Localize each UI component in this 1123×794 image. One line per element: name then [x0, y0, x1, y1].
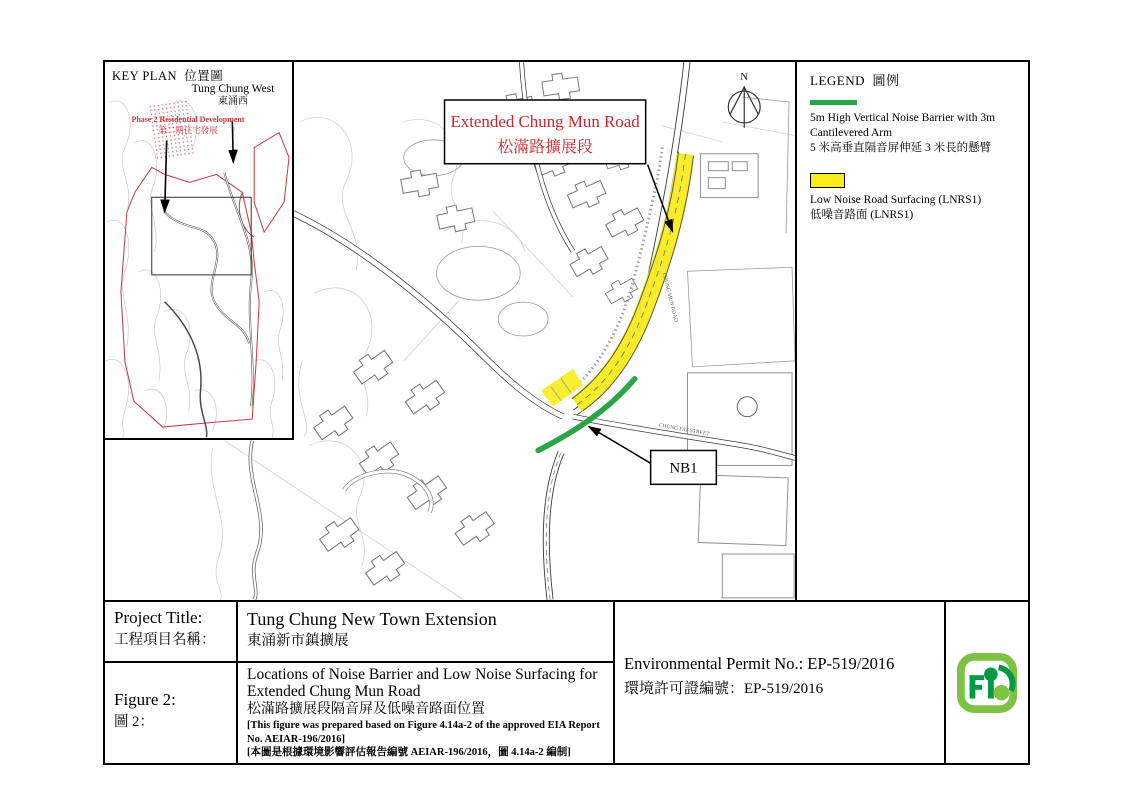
project-boundary-red [121, 133, 289, 427]
legend-item-barrier [810, 111, 1020, 157]
figure-label-zh: 圖 2： [114, 713, 154, 730]
legend-surfacing-en: Low Noise Road Surfacing (LNRS1) [810, 193, 982, 206]
figure-note-zh: [本圖是根據環境影響評估報告編號 AEIAR-196/2016，圖 4.14a-2 編制] [247, 747, 571, 759]
key-plan-title [112, 66, 223, 84]
permit-number-zh: 環境許可證編號：EP-519/2016 [624, 680, 824, 697]
logo-cell [946, 602, 1028, 763]
right-parcels [687, 154, 794, 598]
extended-road-label-en: Extended Chung Mun Road [450, 111, 640, 131]
north-label: N [740, 71, 749, 84]
figure-title-zh: 松滿路擴展段隔音屏及低噪音路面位置 [247, 701, 485, 717]
figure-title-en: Locations of Noise Barrier and Low Noise Surfacing for Extended Chung Mun Road [247, 666, 598, 701]
legend-yellow-surfacing-swatch [810, 173, 845, 188]
nb1-arrow [589, 427, 653, 465]
legend-title-en: LEGEND [810, 73, 865, 88]
project-title-zh: 東涌新市鎮擴展 [247, 633, 349, 650]
legend-barrier-zh: 5 米高垂直隔音屏伸延 3 米長的懸臂 [810, 142, 992, 155]
phase2-label-zh: 第二期住宅發展 [158, 125, 218, 135]
stream [250, 441, 261, 600]
project-title-en: Tung Chung New Town Extension [247, 609, 497, 629]
figure-label-cell [105, 663, 238, 763]
project-title-label-cell [105, 602, 238, 663]
figure-border [103, 60, 1030, 765]
project-title-value-cell [238, 602, 615, 663]
figure-title-cell [238, 663, 615, 763]
key-plan-inset [105, 62, 294, 440]
contour-lines [211, 117, 797, 600]
key-plan-title-en: KEY PLAN [112, 69, 177, 83]
legend-surfacing-zh: 低噪音路面 (LNRS1) [810, 208, 914, 221]
figure-note-en: [This figure was prepared based on Figure 4.14a-2 of the approved EIA Report No. AEIAR-196/2016] [247, 719, 600, 745]
street-label-chung-fat: CHUNG FAT STREET [658, 422, 710, 438]
street-label-chung-mun: CHUNG MUN ROAD [660, 272, 679, 323]
legend-panel [797, 62, 1028, 600]
title-block [105, 600, 1028, 763]
figure-label-en: Figure 2: [114, 690, 176, 709]
phase2-label-en: Phase 2 Residential Development [131, 115, 245, 124]
legend-barrier-en2: Cantilevered Arm [810, 127, 893, 140]
epd-logo [956, 652, 1018, 714]
tung-chung-west-label-zh: 東涌西 [218, 95, 248, 107]
key-plan-title-zh: 位置圖 [184, 69, 224, 83]
tung-chung-west-label-en: Tung Chung West [191, 83, 275, 95]
north-compass-icon [728, 86, 760, 128]
extended-road-label-zh: 松滿路擴展段 [497, 138, 593, 156]
legend-barrier-en1: 5m High Vertical Noise Barrier with 3m [810, 112, 996, 124]
tung-chung-west-label [177, 83, 289, 107]
project-title-label-zh: 工程項目名稱： [114, 631, 216, 648]
south-road [546, 452, 561, 599]
legend-green-barrier-swatch [810, 100, 857, 105]
project-title-label-en: Project Title: [114, 608, 203, 627]
phase2-label [109, 115, 267, 136]
legend-item-surfacing [810, 193, 1020, 223]
nb1-label: NB1 [669, 460, 698, 477]
legend-title-zh: 圖例 [872, 73, 900, 88]
permit-number-en: Environmental Permit No.: EP-519/2016 [624, 654, 895, 673]
legend-title [810, 70, 1020, 89]
permit-cell [615, 602, 946, 763]
